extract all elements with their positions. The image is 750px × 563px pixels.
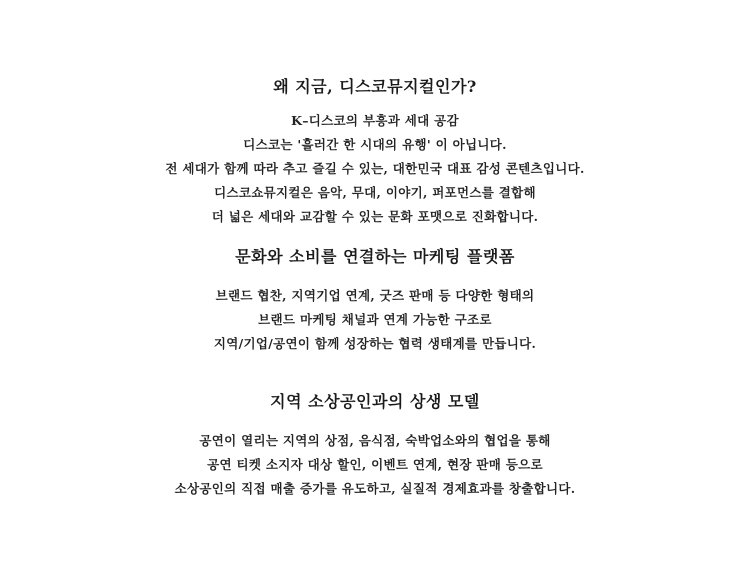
section-why-disco-musical — [0, 77, 750, 233]
section-heading: 왜 지금, 디스코뮤지컬인가? — [273, 77, 477, 96]
section-text-line: 소상공인의 직접 매출 증가를 유도하고, 실질적 경제효과를 창출합니다. — [174, 481, 576, 496]
section-text-line: 공연이 열리는 지역의 상점, 음식점, 숙박업소와의 협업을 통해 — [199, 433, 551, 448]
section-text-line: K–디스코의 부흥과 세대 공감 — [291, 113, 459, 128]
section-text-line: 디스코는 '흘러간 한 시대의 유행' 이 아닙니다. — [243, 137, 507, 152]
section-text-line: 공연 티켓 소지자 대상 할인, 이벤트 연계, 현장 판매 등으로 — [207, 457, 543, 472]
section-text-line: 더 넓은 세대와 교감할 수 있는 문화 포맷으로 진화합니다. — [211, 209, 539, 224]
section-local-business-model — [0, 392, 750, 505]
section-text-line: 지역/기업/공연이 함께 성장하는 협력 생태계를 만듭니다. — [213, 336, 537, 351]
section-heading: 문화와 소비를 연결하는 마케팅 플랫폼 — [235, 247, 515, 266]
section-text-line: 브랜드 마케팅 채널과 연계 가능한 구조로 — [258, 312, 492, 327]
section-text-line: 브랜드 협찬, 지역기업 연계, 굿즈 판매 등 다양한 형태의 — [215, 288, 535, 303]
section-heading: 지역 소상공인과의 상생 모델 — [270, 392, 480, 411]
section-text-line: 디스코쇼뮤지컬은 음악, 무대, 이야기, 퍼포먼스를 결합해 — [214, 185, 536, 200]
section-text-line: 전 세대가 함께 따라 추고 즐길 수 있는, 대한민국 대표 감성 콘텐츠입니다. — [165, 161, 585, 176]
section-marketing-platform — [0, 247, 750, 360]
